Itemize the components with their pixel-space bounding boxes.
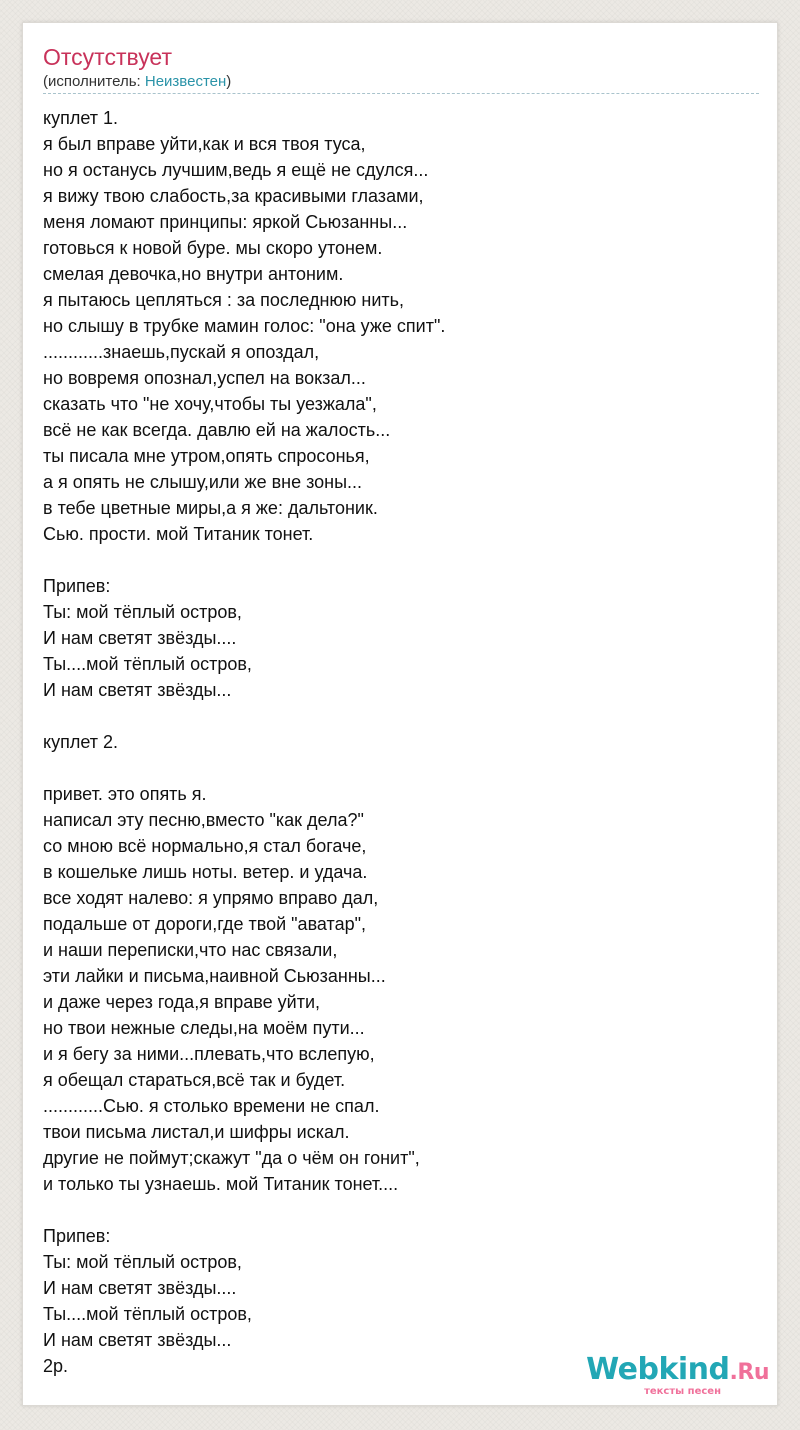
lyric-line: в тебе цветные миры,а я же: дальтоник. [43,498,378,518]
lyric-blank-line [43,755,759,781]
lyric-line: в кошельке лишь ноты. ветер. и удача. [43,862,368,882]
lyric-line: куплет 2. [43,732,118,752]
lyric-line: эти лайки и письма,наивной Сьюзанны... [43,966,386,986]
lyric-line: я пытаюсь цепляться : за последнюю нить, [43,290,405,310]
lyric-line: И нам светят звёзды... [43,1330,232,1350]
lyric-line: всё не как всегда. давлю ей на жалость... [43,420,391,440]
lyric-line: И нам светят звёзды... [43,680,232,700]
lyric-line: все ходят налево: я упрямо вправо дал, [43,888,379,908]
lyric-line: но твои нежные следы,на моём пути... [43,1018,365,1038]
logo-tld: .Ru [729,1360,769,1385]
lyric-line: ............Сью. я столько времени не спал. [43,1096,380,1116]
lyric-line: другие не поймут;скажут "да о чём он гонит", [43,1148,420,1168]
lyric-line: твои письма листал,и шифры искал. [43,1122,350,1142]
artist-line [43,73,231,91]
lyric-line: я был вправе уйти,как и вся твоя туса, [43,134,366,154]
lyric-line: Ты....мой тёплый остров, [43,1304,252,1324]
lyric-line: Ты: мой тёплый остров, [43,602,242,622]
lyric-line: со мною всё нормально,я стал богаче, [43,836,367,856]
lyric-line: И нам светят звёзды.... [43,628,237,648]
lyric-line: И нам светят звёзды.... [43,1278,237,1298]
lyric-line: куплет 1. [43,108,118,128]
lyric-line: Ты: мой тёплый остров, [43,1252,242,1272]
lyric-line: и даже через года,я вправе уйти, [43,992,320,1012]
artist-suffix: ) [226,73,232,90]
lyric-line: ты писала мне утром,опять спросонья, [43,446,370,466]
lyric-line: а я опять не слышу,или же вне зоны... [43,472,363,492]
lyric-blank-line [43,547,759,573]
lyric-line: 2р. [43,1356,69,1376]
lyric-line: Припев: [43,1226,111,1246]
lyric-line: и я бегу за ними...плевать,что вслепую, [43,1044,375,1064]
lyric-line: привет. это опять я. [43,784,207,804]
lyric-line: я вижу твою слабость,за красивыми глазами, [43,186,424,206]
lyric-line: я обещал стараться,всё так и будет. [43,1070,346,1090]
lyric-line: и наши переписки,что нас связали, [43,940,338,960]
lyric-line: смелая девочка,но внутри антоним. [43,264,344,284]
lyrics-card [22,22,778,1406]
logo-word: Webkind [586,1352,730,1387]
lyric-line: ............знаешь,пускай я опоздал, [43,342,320,362]
song-title: Отсутствует [43,44,172,70]
artist-link[interactable]: Неизвестен [144,73,227,90]
logo-wordmark [586,1353,769,1390]
lyric-line: и только ты узнаешь. мой Титаник тонет.... [43,1174,399,1194]
lyric-line: но слышу в трубке мамин голос: "она уже спит". [43,316,446,336]
lyric-line: подальше от дороги,где твой "аватар", [43,914,366,934]
site-logo[interactable] [569,1353,769,1401]
logo-subtitle: тексты песен [644,1386,721,1397]
lyric-line: сказать что "не хочу,чтобы ты уезжала", [43,394,377,414]
lyric-line: Припев: [43,576,111,596]
lyric-line: но я останусь лучшим,ведь я ещё не сдулся... [43,160,429,180]
lyric-line: Ты....мой тёплый остров, [43,654,252,674]
lyric-line: готовься к новой буре. мы скоро утонем. [43,238,383,258]
lyric-blank-line [43,703,759,729]
lyric-line: но вовремя опознал,успел на вокзал... [43,368,366,388]
lyrics-text [43,105,759,1379]
lyric-line: Сью. прости. мой Титаник тонет. [43,524,314,544]
lyric-line: написал эту песню,вместо "как дела?" [43,810,364,830]
lyric-line: меня ломают принципы: яркой Сьюзанны... [43,212,408,232]
lyric-blank-line [43,1197,759,1223]
divider [43,93,759,94]
artist-prefix: (исполнитель: [43,73,145,90]
